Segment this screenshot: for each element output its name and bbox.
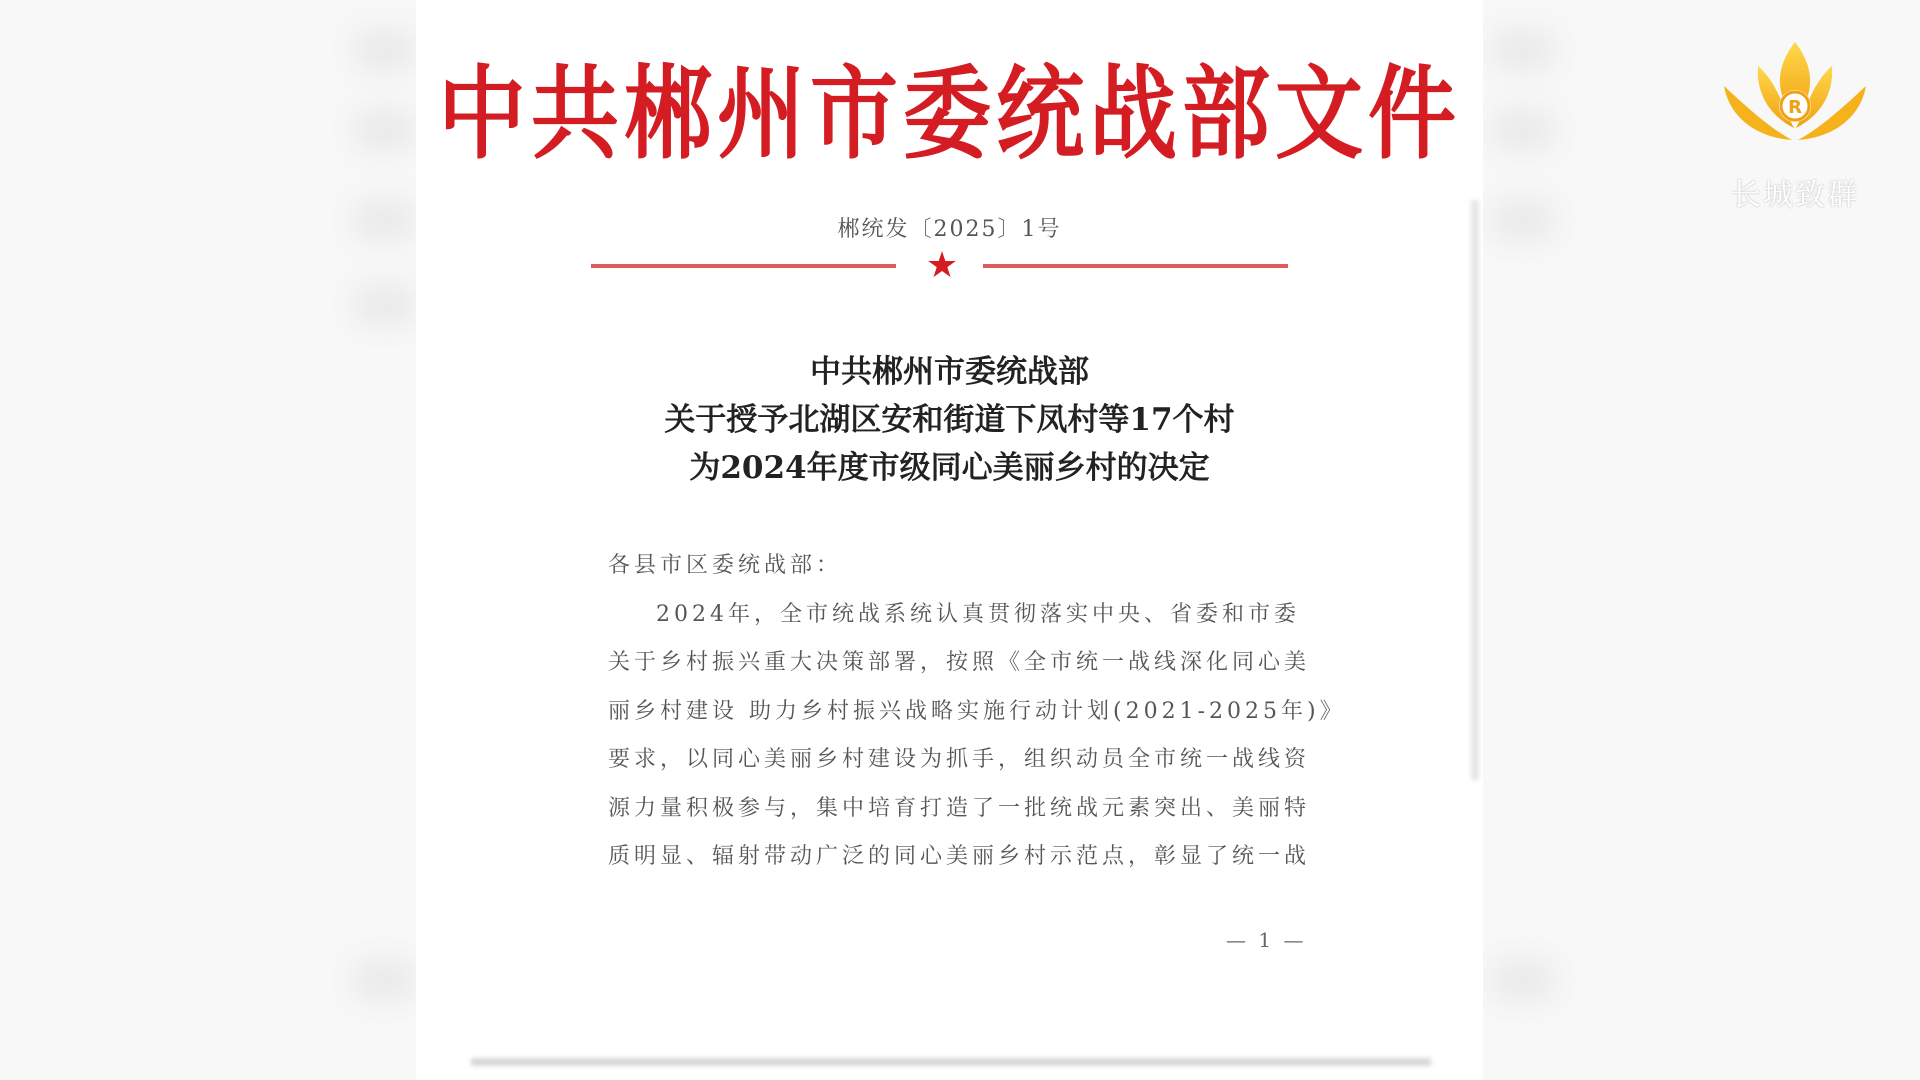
background-left [0,0,416,1080]
document-heading [416,348,1483,492]
lotus-logo-icon [1720,36,1870,171]
document-body [608,548,1346,888]
page-shadow [1471,200,1479,780]
salutation: 各县市区委统战部： [608,553,843,578]
body-line: 要求，以同心美丽乡村建设为抓手，组织动员全市统一战线资 [608,747,1311,772]
document-page [416,0,1483,1080]
body-line: 源力量积极参与，集中培育打造了一批统战元素突出、美丽特 [608,795,1311,821]
document-number: 郴统发〔2025〕1号 [837,217,1062,242]
body-line: 质明显、辐射带动广泛的同心美丽乡村示范点，彰显了统一战 [608,844,1311,869]
body-line: 2024年，全市统战系统认真贯彻落实中央、省委和市委 [656,601,1300,627]
heading-line: 中共郴州市委统战部 [810,354,1089,390]
logo-letter: R [1788,97,1802,118]
page-number: — 1 — [1226,928,1307,952]
watermark-caption: 长城致群 [1731,178,1859,213]
body-line: 丽乡村建设 助力乡村振兴战略实施行动计划(2021-2025年)》 [608,698,1346,724]
red-divider-right [983,264,1288,268]
body-line: 关于乡村振兴重大决策部署，按照《全市统一战线深化同心美 [608,650,1311,675]
document-org-title: 中共郴州市委统战部文件 [437,53,1461,174]
heading-line: 为2024年度市级同心美丽乡村的决定 [689,450,1210,486]
page-bottom-edge [471,1058,1431,1066]
heading-line: 关于授予北湖区安和街道下凤村等17个村 [664,402,1235,438]
red-divider-left [591,264,896,268]
red-star-icon: ★ [925,245,959,286]
watermark-logo [1720,36,1870,211]
